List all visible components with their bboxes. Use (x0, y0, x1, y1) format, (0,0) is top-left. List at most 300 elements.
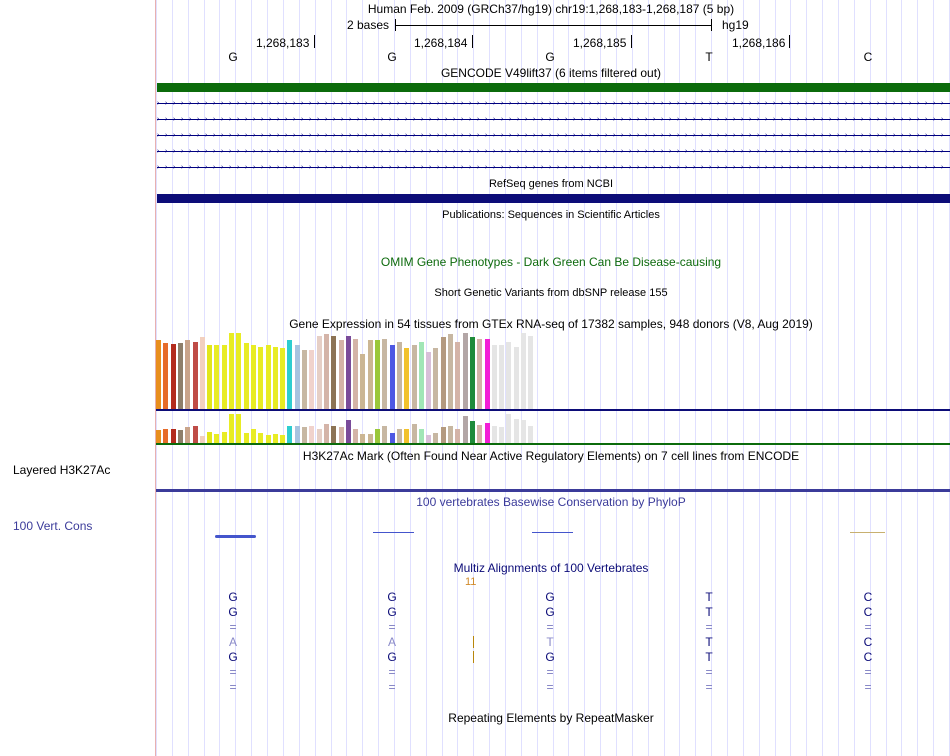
strand-arrow: › (797, 148, 800, 155)
strand-arrow: › (853, 164, 856, 171)
gtex-tissue-bar[interactable] (382, 426, 387, 443)
gtex-tissue-bar[interactable] (236, 414, 241, 443)
gtex-tissue-bar[interactable] (419, 429, 424, 443)
strand-arrow: › (389, 164, 392, 171)
gtex-tissue-bar[interactable] (368, 434, 373, 443)
strand-arrow: › (901, 148, 904, 155)
refseq-title[interactable]: RefSeq genes from NCBI (488, 178, 614, 190)
gencode-feature-cirbp[interactable] (157, 132, 950, 139)
gtex-tissue-bar[interactable] (346, 420, 351, 443)
gencode-feature-cirbp[interactable] (157, 100, 950, 107)
strand-arrow: › (469, 116, 472, 123)
gtex-tissue-bar[interactable] (317, 429, 322, 443)
gencode-title[interactable]: GENCODE V49lift37 (6 items filtered out) (440, 66, 662, 80)
gtex-tissue-bar[interactable] (324, 424, 329, 443)
strand-arrow: › (493, 100, 496, 107)
strand-arrow: › (597, 116, 600, 123)
strand-arrow: › (381, 116, 384, 123)
gtex-tissue-bar[interactable] (185, 427, 190, 443)
gtex-tissue-bar[interactable] (251, 345, 256, 409)
alignment-base: = (229, 665, 237, 679)
gtex-tissue-bar[interactable] (156, 430, 161, 443)
strand-arrow: › (205, 132, 208, 139)
gtex-tissue-bar[interactable] (178, 430, 183, 443)
strand-arrow: › (917, 100, 920, 107)
gtex-tissue-bar[interactable] (492, 426, 497, 443)
strand-arrow: › (653, 132, 656, 139)
strand-arrow: › (717, 116, 720, 123)
strand-arrow: › (309, 164, 312, 171)
strand-arrow: › (797, 100, 800, 107)
strand-arrow: › (205, 116, 208, 123)
strand-arrow: › (269, 132, 272, 139)
strand-arrow: › (645, 116, 648, 123)
multiz-title[interactable]: Multiz Alignments of 100 Vertebrates (453, 561, 649, 575)
strand-arrow: › (901, 164, 904, 171)
strand-arrow: › (933, 148, 936, 155)
strand-arrow: › (293, 164, 296, 171)
gtex-tissue-bar[interactable] (426, 352, 431, 409)
strand-arrow: › (189, 148, 192, 155)
gtex-tissue-bar[interactable] (185, 340, 190, 409)
strand-arrow: › (229, 164, 232, 171)
gtex-tissue-bar[interactable] (163, 429, 168, 443)
strand-arrow: › (205, 164, 208, 171)
strand-arrow: › (573, 116, 576, 123)
position-tick (472, 35, 473, 48)
strand-arrow: › (701, 132, 704, 139)
gtex-tissue-bar[interactable] (404, 348, 409, 409)
gencode-feature-cirbp[interactable] (157, 148, 950, 155)
strand-arrow: › (789, 132, 792, 139)
gtex-tissue-bar[interactable] (390, 433, 395, 443)
gtex-tissue-bar[interactable] (287, 340, 292, 409)
strand-arrow: › (557, 164, 560, 171)
gtex-tissue-bar[interactable] (229, 414, 234, 443)
gtex-tissue-bar[interactable] (251, 429, 256, 443)
gtex-tissue-bar[interactable] (295, 345, 300, 409)
strand-arrow: › (341, 116, 344, 123)
gtex-tissue-bar[interactable] (485, 339, 490, 409)
strand-arrow: › (605, 100, 608, 107)
gtex-tissue-bar[interactable] (346, 336, 351, 409)
strand-arrow: › (637, 164, 640, 171)
strand-arrow: › (885, 132, 888, 139)
alignment-base: = (388, 620, 396, 634)
strand-arrow: › (373, 100, 376, 107)
strand-arrow: › (189, 100, 192, 107)
strand-arrow: › (797, 116, 800, 123)
gtex-tissue-bar[interactable] (499, 427, 504, 443)
strand-arrow: › (485, 116, 488, 123)
strand-arrow: › (877, 164, 880, 171)
gtex-tissue-bar[interactable] (375, 340, 380, 409)
gtex-tissue-bar[interactable] (236, 333, 241, 409)
strand-arrow: › (805, 132, 808, 139)
strand-arrow: › (157, 116, 160, 123)
strand-arrow: › (557, 132, 560, 139)
gtex-tissue-bar[interactable] (426, 435, 431, 443)
gtex-tissue-bar[interactable] (390, 345, 395, 409)
gtex-tissue-bar[interactable] (309, 350, 314, 409)
strand-arrow: › (549, 100, 552, 107)
strand-arrow: › (181, 148, 184, 155)
alignment-base: = (705, 680, 713, 694)
gtex-tissue-bar[interactable] (266, 345, 271, 409)
strand-arrow: › (565, 100, 568, 107)
strand-arrow: › (813, 100, 816, 107)
strand-arrow: › (885, 100, 888, 107)
strand-arrow: › (317, 132, 320, 139)
gtex-tissue-bar[interactable] (412, 345, 417, 409)
strand-arrow: › (469, 100, 472, 107)
gtex-tissue-bar[interactable] (266, 435, 271, 443)
strand-arrow: › (301, 116, 304, 123)
gtex-tissue-bar[interactable] (280, 348, 285, 409)
alignment-base: = (864, 680, 872, 694)
h3k27ac-label[interactable]: Layered H3K27Ac (13, 463, 111, 477)
strand-arrow: › (165, 116, 168, 123)
strand-arrow: › (781, 116, 784, 123)
strand-arrow: › (333, 148, 336, 155)
gtex-tissue-bar[interactable] (492, 345, 497, 409)
strand-arrow: › (677, 164, 680, 171)
gtex-tissue-bar[interactable] (302, 350, 307, 409)
gencode-feature-cirbp[interactable] (157, 116, 950, 123)
dbsnp-title[interactable]: Short Genetic Variants from dbSNP release 155 (434, 287, 668, 299)
strand-arrow: › (405, 164, 408, 171)
strand-arrow: › (661, 164, 664, 171)
strand-arrow: › (237, 100, 240, 107)
strand-arrow: › (357, 164, 360, 171)
strand-arrow: › (437, 132, 440, 139)
h3k27ac-title[interactable]: H3K27Ac Mark (Often Found Near Active Regulatory Elements) on 7 cell lines from ENCODE (302, 449, 800, 463)
strand-arrow: › (533, 148, 536, 155)
gtex-tissue-bar[interactable] (280, 435, 285, 443)
gtex-tissue-bar[interactable] (382, 339, 387, 409)
gtex-tissue-bar[interactable] (506, 342, 511, 409)
strand-arrow: › (861, 132, 864, 139)
strand-arrow: › (285, 132, 288, 139)
gtex-tissue-bar[interactable] (258, 347, 263, 409)
gtex-tissue-bar[interactable] (163, 343, 168, 409)
h3k27ac-signal (156, 489, 950, 492)
strand-arrow: › (917, 116, 920, 123)
gtex-tissue-bar[interactable] (222, 432, 227, 443)
gtex-tissue-bar[interactable] (287, 426, 292, 443)
gtex-tissue-bar[interactable] (448, 334, 453, 409)
strand-arrow: › (293, 100, 296, 107)
alignment-base: T (546, 635, 554, 649)
gtex-tissue-bar[interactable] (309, 426, 314, 443)
alignment-base: G (387, 605, 397, 619)
strand-arrow: › (421, 100, 424, 107)
alignment-base: C (863, 590, 873, 604)
strand-arrow: › (813, 116, 816, 123)
gtex-tissue-bar[interactable] (455, 429, 460, 443)
gtex-tissue-bar[interactable] (339, 427, 344, 443)
strand-arrow: › (221, 116, 224, 123)
phylop-signal (215, 535, 256, 538)
strand-arrow: › (237, 148, 240, 155)
gtex-tissue-bar[interactable] (200, 436, 205, 443)
gtex-tissue-bar[interactable] (331, 336, 336, 409)
strand-arrow: › (621, 132, 624, 139)
publications-title[interactable]: Publications: Sequences in Scientific Articles (442, 209, 660, 221)
strand-arrow: › (501, 100, 504, 107)
gtex-tissue-bar[interactable] (448, 426, 453, 443)
gtex-tissue-bar[interactable] (375, 429, 380, 443)
gtex-tissue-bar[interactable] (433, 433, 438, 443)
alignment-base: = (388, 665, 396, 679)
strand-arrow: › (181, 132, 184, 139)
gtex-tissue-bar[interactable] (222, 345, 227, 409)
strand-arrow: › (709, 116, 712, 123)
gtex-tissue-bar[interactable] (470, 421, 475, 443)
omim-title[interactable]: OMIM Gene Phenotypes - Dark Green Can Be Disease-causing (380, 255, 722, 269)
strand-arrow: › (605, 132, 608, 139)
phylop-title[interactable]: 100 vertebrates Basewise Conservation by PhyloP (416, 495, 686, 509)
scale-bar-end (711, 19, 712, 31)
strand-arrow: › (357, 116, 360, 123)
gtex-tissue-bar[interactable] (193, 342, 198, 409)
alignment-base: T (705, 605, 713, 619)
gtex-tissue-bar[interactable] (506, 414, 511, 443)
alignment-base: = (864, 620, 872, 634)
gtex-tissue-bar[interactable] (368, 340, 373, 409)
gtex-tissue-bar[interactable] (258, 433, 263, 443)
gtex-tissue-bar[interactable] (193, 426, 198, 443)
strand-arrow: › (405, 148, 408, 155)
strand-arrow: › (709, 132, 712, 139)
strand-arrow: › (925, 164, 928, 171)
gtex-tissue-bar[interactable] (156, 340, 161, 409)
strand-arrow: › (629, 116, 632, 123)
strand-arrow: › (349, 116, 352, 123)
strand-arrow: › (205, 148, 208, 155)
strand-arrow: › (301, 148, 304, 155)
strand-arrow: › (869, 116, 872, 123)
gtex-tissue-bar[interactable] (171, 344, 176, 409)
strand-arrow: › (693, 116, 696, 123)
strand-arrow: › (525, 100, 528, 107)
strand-arrow: › (845, 100, 848, 107)
strand-arrow: › (237, 164, 240, 171)
strand-arrow: › (653, 164, 656, 171)
strand-arrow: › (413, 132, 416, 139)
strand-arrow: › (893, 116, 896, 123)
strand-arrow: › (645, 100, 648, 107)
strand-arrow: › (749, 116, 752, 123)
strand-arrow: › (517, 148, 520, 155)
gtex-tissue-bar[interactable] (273, 434, 278, 443)
strand-arrow: › (909, 100, 912, 107)
strand-arrow: › (837, 132, 840, 139)
strand-arrow: › (573, 148, 576, 155)
strand-arrow: › (909, 148, 912, 155)
strand-arrow: › (629, 132, 632, 139)
strand-arrow: › (733, 100, 736, 107)
strand-arrow: › (453, 148, 456, 155)
gtex-tissue-bar[interactable] (360, 354, 365, 409)
strand-arrow: › (885, 116, 888, 123)
strand-arrow: › (341, 148, 344, 155)
gtex-tissue-bar[interactable] (528, 336, 533, 409)
strand-arrow: › (293, 132, 296, 139)
strand-arrow: › (157, 132, 160, 139)
gtex-tissue-bar[interactable] (477, 339, 482, 409)
gtex-tissue-bar[interactable] (331, 426, 336, 443)
strand-arrow: › (317, 164, 320, 171)
gtex-tissue-bar[interactable] (397, 342, 402, 409)
gtex-tissue-bar[interactable] (302, 427, 307, 443)
gtex-tissue-bar[interactable] (295, 426, 300, 443)
strand-arrow: › (349, 164, 352, 171)
gtex-tissue-bar[interactable] (419, 342, 424, 409)
strand-arrow: › (757, 132, 760, 139)
gtex-tissue-bar[interactable] (455, 342, 460, 409)
alignment-base: G (387, 590, 397, 604)
strand-arrow: › (285, 100, 288, 107)
strand-arrow: › (749, 132, 752, 139)
strand-arrow: › (933, 116, 936, 123)
position-tick (789, 35, 790, 48)
strand-arrow: › (613, 116, 616, 123)
strand-arrow: › (933, 100, 936, 107)
gtex-tissue-bar[interactable] (244, 343, 249, 409)
strand-arrow: › (829, 100, 832, 107)
phylop-label[interactable]: 100 Vert. Cons (13, 519, 93, 533)
strand-arrow: › (165, 132, 168, 139)
gtex-tissue-bar[interactable] (353, 429, 358, 443)
strand-arrow: › (557, 100, 560, 107)
gtex-tissue-bar[interactable] (339, 340, 344, 409)
strand-arrow: › (669, 116, 672, 123)
strand-arrow: › (701, 148, 704, 155)
strand-arrow: › (789, 100, 792, 107)
strand-arrow: › (405, 132, 408, 139)
strand-arrow: › (709, 164, 712, 171)
strand-arrow: › (733, 116, 736, 123)
gtex-tissue-bar[interactable] (441, 427, 446, 443)
gencode-feature-cirbp[interactable] (157, 164, 950, 171)
strand-arrow: › (293, 148, 296, 155)
gtex-tissue-bar[interactable] (324, 334, 329, 409)
gtex-tissue-bar[interactable] (441, 337, 446, 409)
strand-arrow: › (813, 132, 816, 139)
strand-arrow: › (869, 164, 872, 171)
gtex-tissue-bar[interactable] (521, 333, 526, 409)
strand-arrow: › (565, 164, 568, 171)
strand-arrow: › (693, 100, 696, 107)
strand-arrow: › (877, 148, 880, 155)
strand-arrow: › (541, 164, 544, 171)
strand-arrow: › (381, 132, 384, 139)
gtex-tissue-bar[interactable] (171, 429, 176, 443)
gtex-tissue-bar[interactable] (485, 423, 490, 443)
strand-arrow: › (725, 132, 728, 139)
strand-arrow: › (365, 148, 368, 155)
strand-arrow: › (173, 100, 176, 107)
strand-arrow: › (301, 132, 304, 139)
gtex-tissue-bar[interactable] (528, 426, 533, 443)
gtex-tissue-bar[interactable] (404, 429, 409, 443)
gtex-tissue-bar[interactable] (463, 333, 468, 409)
strand-arrow: › (581, 100, 584, 107)
strand-arrow: › (685, 164, 688, 171)
refseq-feature[interactable] (157, 194, 950, 203)
repeatmasker-title[interactable]: Repeating Elements by RepeatMasker (448, 711, 654, 725)
strand-arrow: › (333, 164, 336, 171)
strand-arrow: › (701, 100, 704, 107)
strand-arrow: › (357, 148, 360, 155)
strand-arrow: › (197, 164, 200, 171)
gtex-tissue-bar[interactable] (214, 434, 219, 443)
gtex-tissue-bar[interactable] (207, 432, 212, 443)
strand-arrow: › (325, 132, 328, 139)
strand-arrow: › (805, 164, 808, 171)
gtex-tissue-bar[interactable] (273, 347, 278, 409)
strand-arrow: › (693, 148, 696, 155)
strand-arrow: › (677, 100, 680, 107)
strand-arrow: › (445, 164, 448, 171)
gtex-baseline (156, 409, 950, 411)
strand-arrow: › (173, 132, 176, 139)
strand-arrow: › (701, 164, 704, 171)
gtex-tissue-bar[interactable] (477, 425, 482, 443)
gtex-tissue-bar[interactable] (412, 424, 417, 443)
strand-arrow: › (645, 132, 648, 139)
strand-arrow: › (309, 148, 312, 155)
strand-arrow: › (533, 164, 536, 171)
gtex-title[interactable]: Gene Expression in 54 tissues from GTEx RNA-seq of 17382 samples, 948 donors (V8, Aug 2019) (289, 317, 813, 331)
strand-arrow: › (693, 164, 696, 171)
gtex-tissue-bar[interactable] (229, 333, 234, 409)
gtex-tissue-bar[interactable] (353, 339, 358, 409)
gtex-tissue-bar[interactable] (178, 343, 183, 409)
gtex-tissue-bar[interactable] (200, 337, 205, 409)
strand-arrow: › (877, 100, 880, 107)
gtex-tissue-bar[interactable] (244, 433, 249, 443)
gencode-feature-cirbp-as1[interactable] (157, 83, 950, 92)
gtex-tissue-bar[interactable] (397, 429, 402, 443)
strand-arrow: › (213, 164, 216, 171)
gtex-tissue-bar[interactable] (207, 345, 212, 409)
gtex-tissue-bar[interactable] (499, 345, 504, 409)
gtex-tissue-bar[interactable] (514, 419, 519, 443)
strand-arrow: › (181, 100, 184, 107)
strand-arrow: › (157, 100, 160, 107)
gtex-tissue-bar[interactable] (360, 434, 365, 443)
gtex-tissue-bar[interactable] (514, 347, 519, 409)
position-tick-label: 1,268,184 (414, 36, 468, 50)
strand-arrow: › (429, 132, 432, 139)
gtex-tissue-bar[interactable] (521, 420, 526, 443)
gtex-tissue-bar[interactable] (470, 337, 475, 409)
gtex-tissue-bar[interactable] (214, 345, 219, 409)
strand-arrow: › (725, 164, 728, 171)
strand-arrow: › (373, 132, 376, 139)
strand-arrow: › (213, 132, 216, 139)
strand-arrow: › (525, 116, 528, 123)
strand-arrow: › (189, 164, 192, 171)
gtex-tissue-bar[interactable] (317, 336, 322, 409)
alignment-base: C (863, 650, 873, 664)
strand-arrow: › (301, 164, 304, 171)
gtex-tissue-bar[interactable] (463, 416, 468, 443)
strand-arrow: › (653, 148, 656, 155)
gtex-tissue-bar[interactable] (433, 348, 438, 409)
